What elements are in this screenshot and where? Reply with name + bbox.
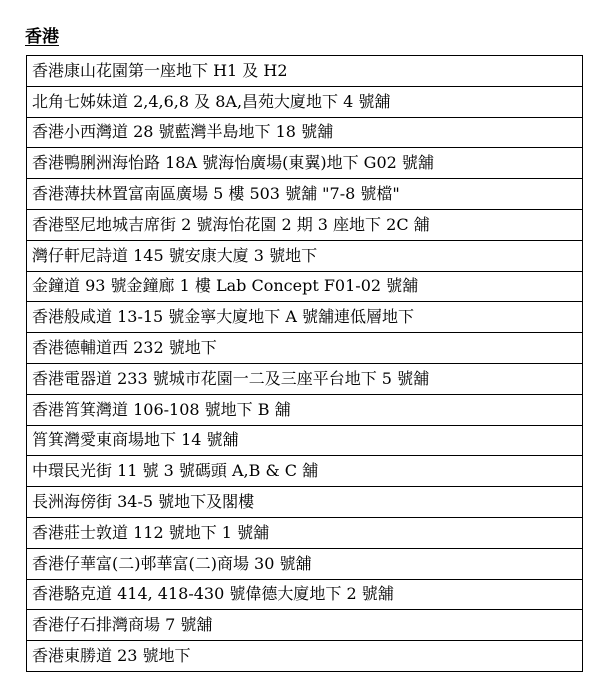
address-cell: 香港堅尼地城吉席街 2 號海怡花園 2 期 3 座地下 2C 舖 bbox=[27, 209, 583, 240]
address-cell: 香港般咸道 13-15 號金寧大廈地下 A 號舖連低層地下 bbox=[27, 302, 583, 333]
table-row bbox=[27, 148, 583, 179]
address-cell: 香港小西灣道 28 號藍灣半島地下 18 號舖 bbox=[27, 117, 583, 148]
table-row bbox=[27, 240, 583, 271]
address-cell: 香港康山花園第一座地下 H1 及 H2 bbox=[27, 56, 583, 87]
table-row bbox=[27, 209, 583, 240]
table-row bbox=[27, 333, 583, 364]
address-cell: 中環民光街 11 號 3 號碼頭 A,B & C 舖 bbox=[27, 456, 583, 487]
table-row bbox=[27, 394, 583, 425]
address-cell: 香港仔石排灣商場 7 號舖 bbox=[27, 610, 583, 641]
table-row bbox=[27, 86, 583, 117]
address-cell: 香港電器道 233 號城市花園一二及三座平台地下 5 號舖 bbox=[27, 363, 583, 394]
table-row bbox=[27, 363, 583, 394]
address-cell: 灣仔軒尼詩道 145 號安康大廈 3 號地下 bbox=[27, 240, 583, 271]
address-cell: 香港莊士敦道 112 號地下 1 號舖 bbox=[27, 517, 583, 548]
table-row bbox=[27, 425, 583, 456]
table-row bbox=[27, 56, 583, 87]
address-cell: 筲箕灣愛東商場地下 14 號舖 bbox=[27, 425, 583, 456]
address-cell: 北角七姊妹道 2,4,6,8 及 8A,昌苑大廈地下 4 號舖 bbox=[27, 86, 583, 117]
table-row bbox=[27, 271, 583, 302]
address-cell: 香港鴨脷洲海怡路 18A 號海怡廣場(東翼)地下 G02 號舖 bbox=[27, 148, 583, 179]
address-cell: 香港筲箕灣道 106-108 號地下 B 舖 bbox=[27, 394, 583, 425]
table-row bbox=[27, 117, 583, 148]
address-cell: 香港薄扶林置富南區廣場 5 樓 503 號舖 "7-8 號檔" bbox=[27, 179, 583, 210]
table-row bbox=[27, 302, 583, 333]
table-row bbox=[27, 579, 583, 610]
address-cell: 金鐘道 93 號金鐘廊 1 樓 Lab Concept F01-02 號舖 bbox=[27, 271, 583, 302]
address-table bbox=[26, 55, 583, 672]
table-row bbox=[27, 610, 583, 641]
address-cell: 長洲海傍街 34-5 號地下及閣樓 bbox=[27, 487, 583, 518]
address-cell: 香港東勝道 23 號地下 bbox=[27, 641, 583, 672]
table-row bbox=[27, 517, 583, 548]
table-row bbox=[27, 179, 583, 210]
address-cell: 香港德輔道西 232 號地下 bbox=[27, 333, 583, 364]
address-cell: 香港仔華富(二)邨華富(二)商場 30 號舖 bbox=[27, 548, 583, 579]
table-row bbox=[27, 456, 583, 487]
section-heading: 香港 bbox=[25, 27, 59, 47]
table-row bbox=[27, 641, 583, 672]
address-cell: 香港駱克道 414, 418-430 號偉德大廈地下 2 號舖 bbox=[27, 579, 583, 610]
table-row bbox=[27, 487, 583, 518]
table-row bbox=[27, 548, 583, 579]
